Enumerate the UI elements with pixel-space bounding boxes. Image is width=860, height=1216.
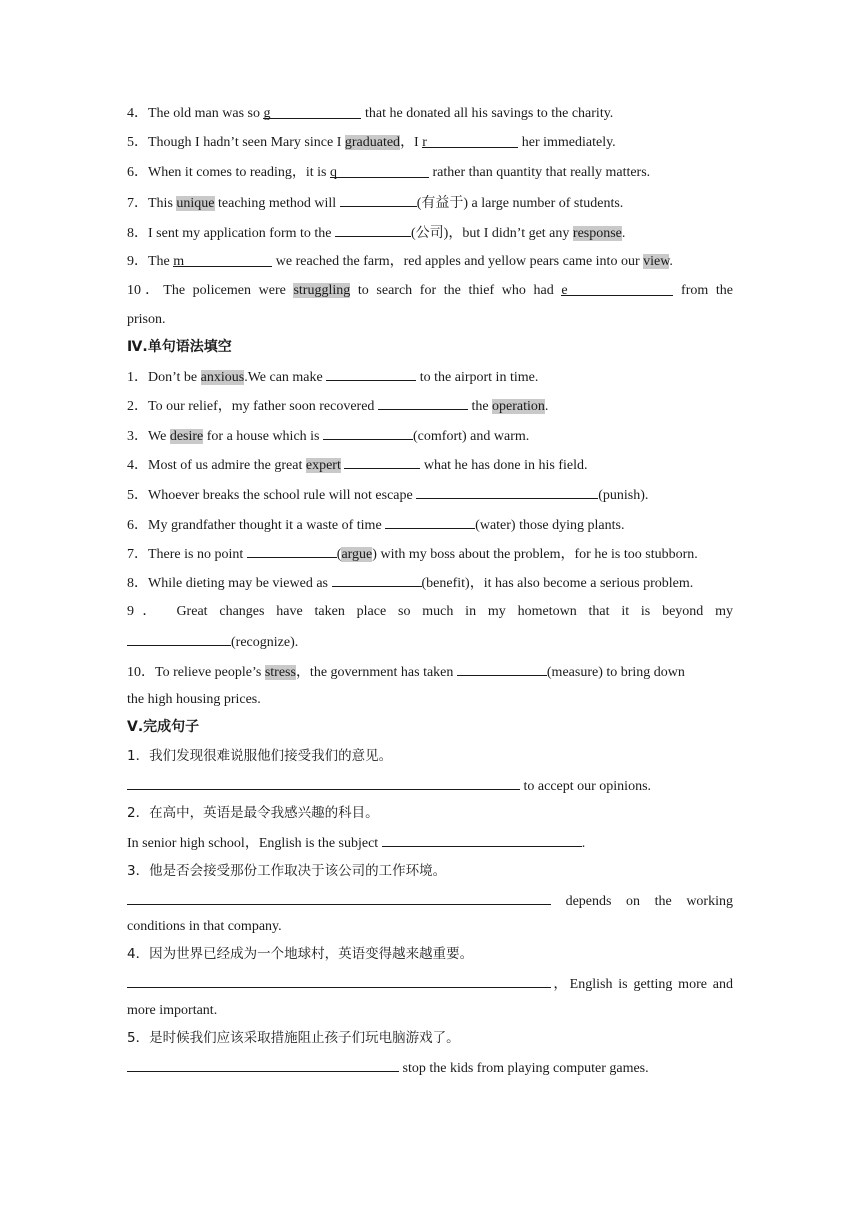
s3-question-5: 5．Though I hadn’t seen Mary since I graduated，I r her immediately. <box>127 135 616 150</box>
s5-question-5-chinese: 5．是时候我们应该采取措施阻止孩子们玩电脑游戏了。 <box>127 1030 460 1046</box>
s4-question-2: 2．To our relief，my father soon recovered the operation. <box>127 396 733 416</box>
s5-question-4-english: ，English is getting more and <box>127 974 733 994</box>
s3-question-7: 7．This unique teaching method will (有益于) a large number of students. <box>127 193 733 213</box>
s4-question-1: 1．Don’t be anxious.We can make to the airport in time. <box>127 367 733 387</box>
section-5-heading: Ⅴ.完成句子 <box>127 719 200 735</box>
s4-question-7: 7．There is no point (argue) with my boss about the problem，for he is too stubborn. <box>127 544 733 564</box>
s4-question-6: 6．My grandfather thought it a waste of time (water) those dying plants. <box>127 515 733 535</box>
s5-question-4-chinese: 4．因为世界已经成为一个地球村，英语变得越来越重要。 <box>127 946 474 962</box>
s3-question-9: 9．The m we reached the farm，red apples and yellow pears came into our view. <box>127 254 673 269</box>
s5-question-3-english-cont: conditions in that company. <box>127 919 282 934</box>
section-4-heading: Ⅳ.单句语法填空 <box>127 339 232 355</box>
s3-question-6: 6．When it comes to reading，it is q rather than quantity that really matters. <box>127 165 651 180</box>
s5-question-2-english: In senior high school，English is the subject . <box>127 833 733 853</box>
s3-question-8: 8．I sent my application form to the (公司)，but I didn’t get any response. <box>127 223 733 243</box>
s3-question-10-cont: prison. <box>127 312 166 327</box>
s4-question-5: 5．Whoever breaks the school rule will not escape (punish). <box>127 485 733 505</box>
s4-question-9: 9． Great changes have taken place so much in my hometown that it is beyond my <box>127 604 733 619</box>
s4-question-8: 8．While dieting may be viewed as (benefit)，it has also become a serious problem. <box>127 573 733 593</box>
s3-question-4: 4．The old man was so g that he donated all his savings to the charity. <box>127 106 614 121</box>
s4-question-10: 10．To relieve people’s stress，the government has taken (measure) to bring down <box>127 662 733 682</box>
s5-question-3-english: depends on the working <box>127 891 733 911</box>
s4-question-3: 3．We desire for a house which is (comfort) and warm. <box>127 426 733 446</box>
s4-question-10-cont: the high housing prices. <box>127 692 261 707</box>
s3-question-10: 10．The policemen were struggling to search for the thief who had e from the <box>127 283 733 298</box>
s5-question-4-english-cont: more important. <box>127 1003 218 1018</box>
s5-question-1-english: to accept our opinions. <box>127 776 733 796</box>
s5-question-5-english: stop the kids from playing computer games. <box>127 1058 733 1078</box>
s5-question-2-chinese: 2．在高中，英语是最令我感兴趣的科目。 <box>127 805 379 821</box>
s4-question-4: 4．Most of us admire the great expert what he has done in his field. <box>127 455 733 475</box>
s5-question-3-chinese: 3．他是否会接受那份工作取决于该公司的工作环境。 <box>127 863 447 879</box>
s4-question-9-cont: (recognize). <box>127 632 733 652</box>
s5-question-1-chinese: 1．我们发现很难说服他们接受我们的意见。 <box>127 748 393 764</box>
